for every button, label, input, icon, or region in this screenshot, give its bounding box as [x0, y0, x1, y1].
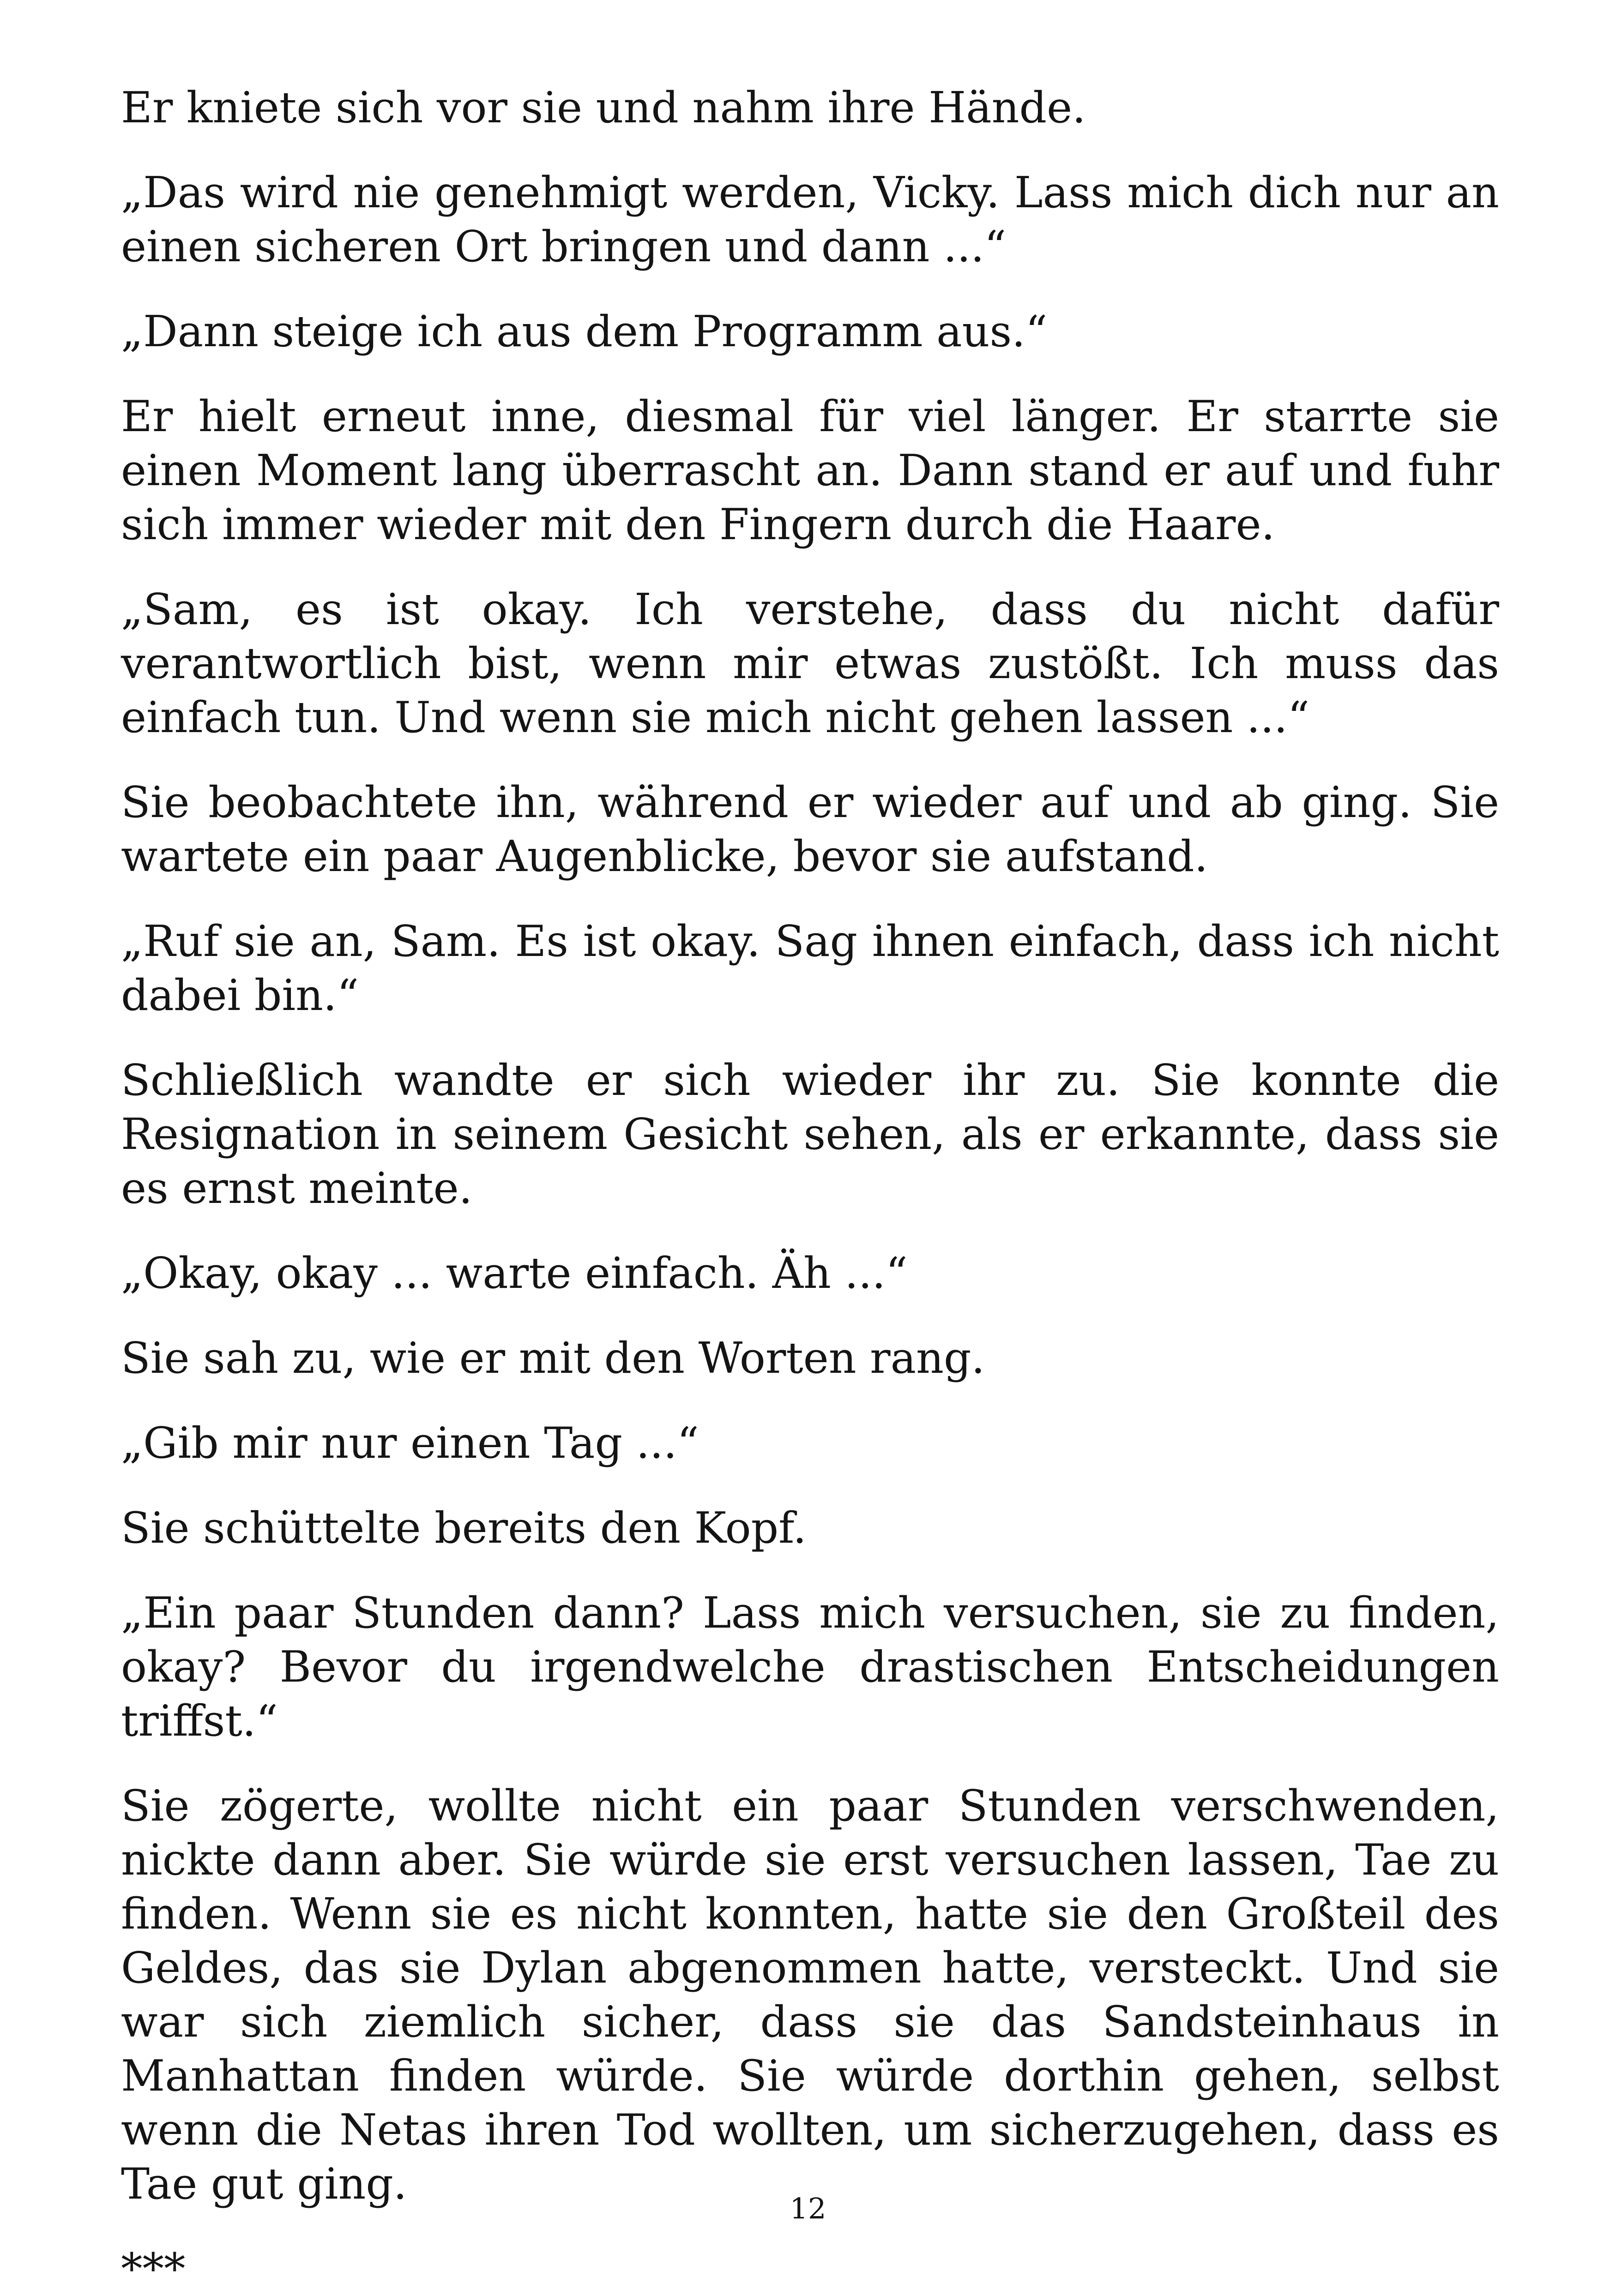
paragraph: Er kniete sich vor sie und nahm ihre Hände.	[121, 83, 1086, 132]
paragraph: „Das wird nie genehmigt werden, Vicky. Lass mich dich nur an einen sicheren Ort bringen und dann ...“	[121, 168, 1499, 271]
paragraph: „Dann steige ich aus dem Programm aus.“	[121, 307, 1048, 356]
paragraph: Schließlich wandte er sich wieder ihr zu. Sie konnte die Resignation in seinem Gesicht sehen, als er erkannte, dass sie es ernst meinte.	[121, 1055, 1499, 1213]
paragraph: „Okay, okay ... warte einfach. Äh ...“	[121, 1248, 908, 1298]
body-text	[121, 81, 1499, 2296]
paragraph: Sie sah zu, wie er mit den Worten rang.	[121, 1333, 985, 1383]
paragraph: Sie beobachtete ihn, während er wieder auf und ab ging. Sie wartete ein paar Augenblicke, bevor sie aufstand.	[121, 777, 1499, 881]
paragraph: Er hielt erneut inne, diesmal für viel länger. Er starrte sie einen Moment lang überrascht an. Dann stand er auf und fuhr sich immer wieder mit den Fingern durch die Haare.	[121, 391, 1499, 549]
paragraph: Sie zögerte, wollte nicht ein paar Stunden verschwenden, nickte dann aber. Sie würde sie erst versuchen lassen, Tae zu finden. Wenn sie es nicht konnten, hatte sie den Großteil des Geldes, das sie Dylan abgenommen hatte, versteckt. Und sie war sich ziemlich sicher, dass sie das Sandsteinhaus in Manhattan finden würde. Sie würde dorthin gehen, selbst wenn die Netas ihren Tod wollten, um sicherzugehen, dass es Tae gut ging.	[121, 1781, 1499, 2209]
paragraph: „Ruf sie an, Sam. Es ist okay. Sag ihnen einfach, dass ich nicht dabei bin.“	[121, 916, 1499, 1020]
scene-break: ***	[121, 2244, 186, 2294]
paragraph: „Sam, es ist okay. Ich verstehe, dass du nicht dafür verantwortlich bist, wenn mir etwas zustößt. Ich muss das einfach tun. Und wenn sie mich nicht gehen lassen ...“	[121, 584, 1499, 742]
page-number: 12	[790, 2192, 826, 2225]
paragraph: „Gib mir nur einen Tag ...“	[121, 1418, 699, 1468]
paragraph: „Ein paar Stunden dann? Lass mich versuchen, sie zu finden, okay? Bevor du irgendwelche drastischen Entscheidungen triffst.“	[121, 1588, 1499, 1746]
paragraph: Sie schüttelte bereits den Kopf.	[121, 1503, 807, 1553]
